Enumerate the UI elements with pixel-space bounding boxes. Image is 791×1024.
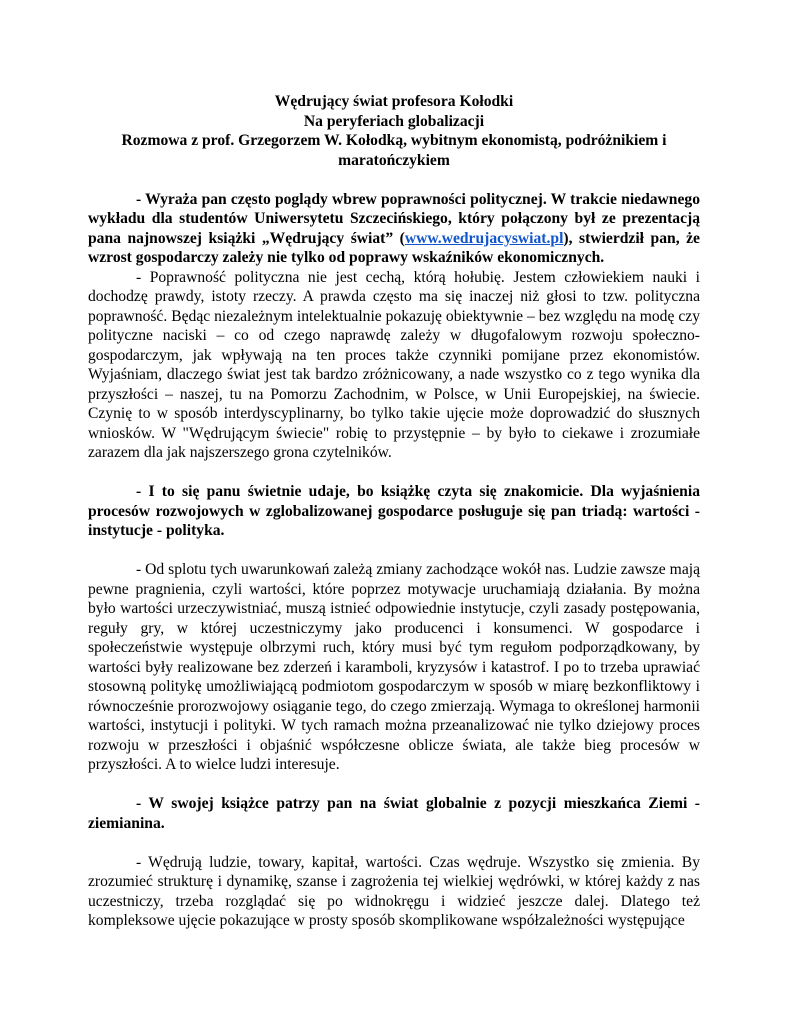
article-lead: Rozmowa z prof. Grzegorzem W. Kołodką, wybitnym ekonomistą, podróżnikiem i maratończykiem [121, 132, 667, 169]
question-1-text-end: ), stwierdził pan, że wzrost gospodarczy zależy nie tylko od poprawy wskaźników ekonomicznych. [88, 229, 700, 266]
article-title: Wędrujący świat profesora Kołodki [274, 93, 514, 110]
answer-1: - Poprawność polityczna nie jest cechą, którą hołubię. Jestem człowiekiem nauki i dochodzę prawdy, istoty rzeczy. A prawda często ma się inaczej niż głosi to tzw. polityczna poprawność. Będąc niezależnym intelektualnie pokazuję obiektywnie – bez względu na modę czy polityczne naciski – co od czego naprawdę zależy w długofalowym rozwoju społeczno-gospodarczym, jak wpływają na ten proces także czynniki pomijane przez ekonomistów. Wyjaśniam, dlaczego świat jest tak bardzo zróżnicowany, a nade wszystko co z tego wynika dla przyszłości – naszej, tu na Pomorzu Zachodnim, w Polsce, w Unii Europejskiej, na świecie. Czynię to w sposób interdyscyplinarny, bo tylko takie ujęcie może doprowadzić do słusznych wniosków. W "Wędrującym świecie" robię to przystępnie – by było to ciekawe i zrozumiałe zarazem dla jak najszerszego grona czytelników. [88, 268, 700, 461]
article-subtitle: Na peryferiach globalizacji [303, 112, 485, 130]
answer-3: - Wędrują ludzie, towary, kapitał, wartości. Czas wędruje. Wszystko się zmienia. By zrozumieć strukturę i dynamikę, szanse i zagrożenia tej wielkiej wędrówki, w której każdy z nas uczestniczy, trzeba rozglądać się po widnokręgu i widzieć jeszcze dalej. Dlatego też kompleksowe ujęcie pokazujące w prosty sposób skomplikowane współzależności występujące [88, 853, 700, 929]
answer-2: - Od splotu tych uwarunkowań zależą zmiany zachodzące wokół nas. Ludzie zawsze mają pewne pragnienia, czyli wartości, które poprzez motywacje uruchamiają działania. By można było wartości urzeczywistniać, muszą istnieć odpowiednie instytucje, czyli zasady postępowania, reguły gry, w której uczestniczymy jako producenci i konsumenci. W gospodarce i społeczeństwie występuje olbrzymi ruch, który musi być tym regułom podporządkowany, by wartości były realizowane bez zderzeń i karamboli, kryzysów i katastrof. I po to trzeba uprawiać stosowną politykę umożliwiającą podmiotom gospodarczym w sposób w miarę bezkonfliktowy i równocześnie prorozwojowy osiąganie tego, do czego zmierzają. Wymaga to określonej harmonii wartości, instytucji i polityki. W tych ramach można przeanalizować nie tylko dziejowy proces rozwoju w przeszłości i objaśnić współczesne oblicze świata, ale także bieg procesów w przyszłości. A to wielce ludzi interesuje. [88, 561, 700, 773]
question-1-text-start: - Wyraża pan często poglądy wbrew poprawności politycznej. W trakcie niedawnego wykładu dla studentów Uniwersytetu Szczecińskiego, który połączony był ze prezentacją pana najnowszej książki „Wędrujący świat” ( [88, 190, 700, 247]
document-page [88, 92, 700, 931]
article-header [88, 92, 700, 170]
question-3: - W swojej książce patrzy pan na świat globalnie z pozycji mieszkańca Ziemi - ziemianina. [88, 795, 700, 832]
question-2: - I to się panu świetnie udaje, bo książkę czyta się znakomicie. Dla wyjaśnienia procesów rozwojowych w zglobalizowanej gospodarce posługuje się pan triadą: wartości - instytucje - polityka. [88, 483, 700, 539]
book-website-link[interactable]: www.wedrujacyswiat.pl [404, 229, 564, 247]
question-1 [88, 190, 700, 268]
